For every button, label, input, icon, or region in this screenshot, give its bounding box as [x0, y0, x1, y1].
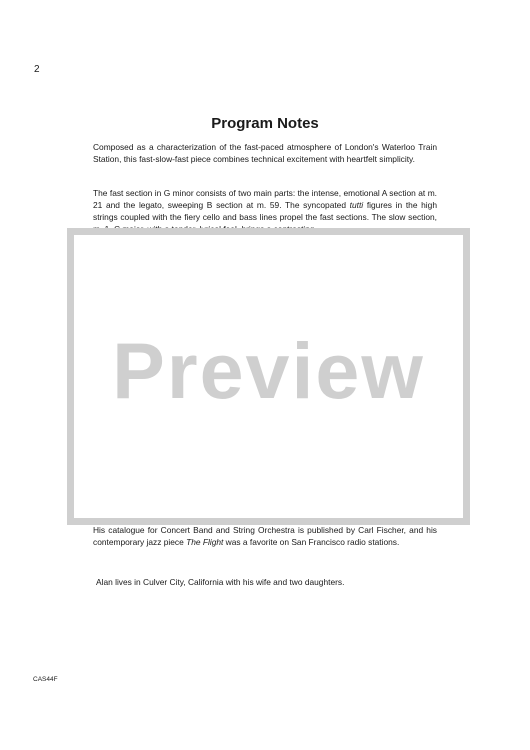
preview-watermark-text: Preview [112, 326, 425, 415]
catalog-code: CAS44F [33, 676, 58, 683]
paragraph-closing [96, 576, 440, 588]
paragraph-closing-text: Alan lives in Culver City, California with his wife and two daughters. [96, 577, 345, 587]
biography-text-end: was a favorite on San Francisco radio stations. [223, 537, 400, 547]
fast-section-text-end: figures in the high strings coupled with the fiery cello and bass lines propel the fast sections. The slow section, [93, 200, 437, 222]
preview-watermark-box [67, 228, 470, 525]
tutti-italic: tutti [349, 200, 364, 210]
biography-text-start: His catalogue for Concert Band and String Orchestra is published by Carl Fischer, and his contemporary jazz piece [93, 525, 437, 547]
page-title: Program Notes [211, 115, 319, 132]
paragraph-fast-section [93, 187, 437, 224]
paragraph-intro [93, 141, 437, 165]
paragraph-intro-text: Composed as a characterization of the fast-paced atmosphere of London's Waterloo Train Station, this fast-slow-fast piece combines technical excitement with heartfelt simplicity. [93, 142, 437, 164]
fast-section-text-start: The fast section in G minor consists of two main parts: the intense, emotional A section at m. 21 and the legato, sweeping B section at m. 59. The syncopated [93, 188, 437, 210]
page-number: 2 [34, 64, 40, 75]
the-flight-italic: The Flight [186, 537, 224, 547]
